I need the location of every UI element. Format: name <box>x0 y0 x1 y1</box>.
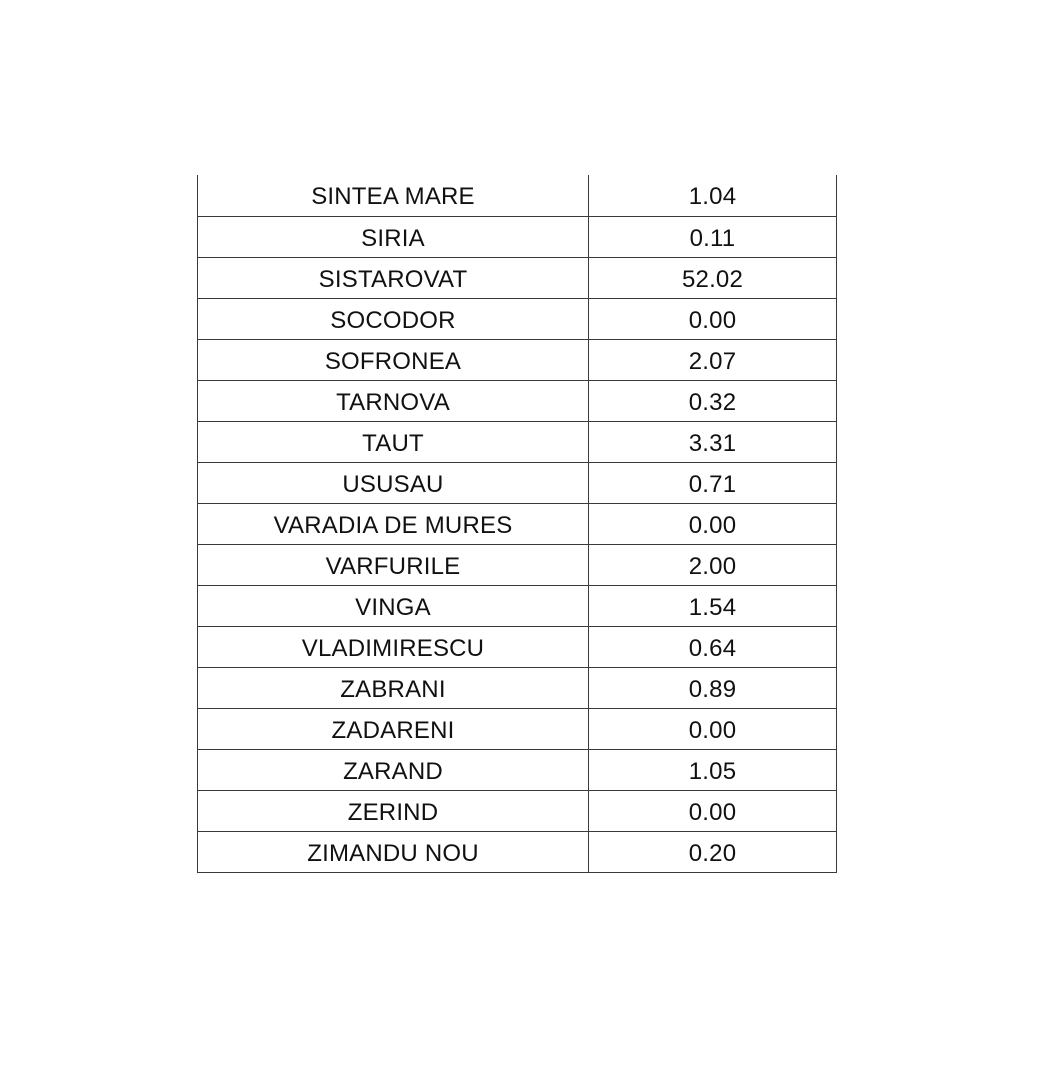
table-row <box>198 831 837 872</box>
row-name-cell: ZARAND <box>198 749 589 790</box>
row-name-cell: VARADIA DE MURES <box>198 503 589 544</box>
table-row <box>198 708 837 749</box>
table-row <box>198 216 837 257</box>
row-value-cell: 0.64 <box>589 626 837 667</box>
row-name-cell: SOFRONEA <box>198 339 589 380</box>
row-value-cell: 52.02 <box>589 257 837 298</box>
row-value-cell: 2.00 <box>589 544 837 585</box>
row-value-cell: 0.89 <box>589 667 837 708</box>
row-value-cell: 0.00 <box>589 708 837 749</box>
row-name-cell: ZADARENI <box>198 708 589 749</box>
table-row <box>198 380 837 421</box>
row-name-cell: ZERIND <box>198 790 589 831</box>
data-table <box>197 175 837 873</box>
row-value-cell: 0.11 <box>589 216 837 257</box>
row-value-cell: 0.00 <box>589 503 837 544</box>
table-row <box>198 462 837 503</box>
row-value-cell: 0.20 <box>589 831 837 872</box>
row-name-cell: SISTAROVAT <box>198 257 589 298</box>
table-row <box>198 339 837 380</box>
table-row <box>198 175 837 216</box>
table-row <box>198 257 837 298</box>
row-value-cell: 0.32 <box>589 380 837 421</box>
row-name-cell: VINGA <box>198 585 589 626</box>
table-row <box>198 749 837 790</box>
row-name-cell: ZIMANDU NOU <box>198 831 589 872</box>
table-row <box>198 790 837 831</box>
row-value-cell: 3.31 <box>589 421 837 462</box>
table-row <box>198 503 837 544</box>
row-name-cell: ZABRANI <box>198 667 589 708</box>
row-name-cell: SOCODOR <box>198 298 589 339</box>
row-name-cell: SINTEA MARE <box>198 175 589 216</box>
row-name-cell: VLADIMIRESCU <box>198 626 589 667</box>
table-row <box>198 544 837 585</box>
row-value-cell: 0.71 <box>589 462 837 503</box>
row-name-cell: TARNOVA <box>198 380 589 421</box>
row-value-cell: 0.00 <box>589 790 837 831</box>
table-row <box>198 626 837 667</box>
row-value-cell: 2.07 <box>589 339 837 380</box>
row-name-cell: VARFURILE <box>198 544 589 585</box>
row-value-cell: 0.00 <box>589 298 837 339</box>
row-name-cell: TAUT <box>198 421 589 462</box>
table-row <box>198 298 837 339</box>
table-body <box>198 175 837 872</box>
row-name-cell: SIRIA <box>198 216 589 257</box>
table-row <box>198 667 837 708</box>
table-row <box>198 585 837 626</box>
row-value-cell: 1.04 <box>589 175 837 216</box>
row-value-cell: 1.05 <box>589 749 837 790</box>
row-value-cell: 1.54 <box>589 585 837 626</box>
row-name-cell: USUSAU <box>198 462 589 503</box>
table-row <box>198 421 837 462</box>
